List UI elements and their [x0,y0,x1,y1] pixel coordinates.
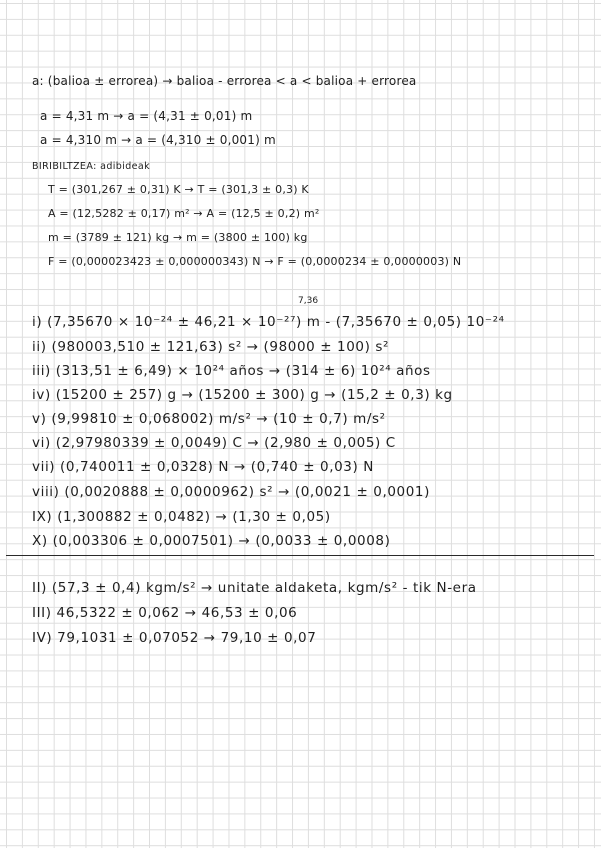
exercise-line: ii) (980003,510 ± 121,63) s² → (98000 ± 100) s² [32,339,390,355]
rounding-example: a = 4,310 m → a = (4,310 ± 0,001) m [40,133,276,147]
extra-line: IV) 79,1031 ± 0,07052 → 79,10 ± 0,07 [32,630,317,646]
exercise-line: vii) (0,740011 ± 0,0328) N → (0,740 ± 0,03) N [32,459,374,475]
rounding-example: a = 4,31 m → a = (4,31 ± 0,01) m [40,109,253,123]
definition-line: a: (balioa ± errorea) → balioa - errorea < a < balioa + errorea [32,74,417,88]
exercise-line: viii) (0,0020888 ± 0,0000962) s² → (0,0021 ± 0,0001) [32,484,430,500]
example-line: F = (0,000023423 ± 0,000000343) N → F = (0,0000234 ± 0,0000003) N [48,255,462,268]
section-title: BIRIBILTZEA: adibideak [32,161,151,172]
exercise-line: vi) (2,97980339 ± 0,0049) C → (2,980 ± 0,005) C [32,435,396,451]
divider [6,555,594,556]
example-line: A = (12,5282 ± 0,17) m² → A = (12,5 ± 0,2) m² [48,207,320,220]
correction-note: 7,36 [298,296,319,306]
exercise-line: IX) (1,300882 ± 0,0482) → (1,30 ± 0,05) [32,509,331,525]
extra-line: III) 46,5322 ± 0,062 → 46,53 ± 0,06 [32,605,298,621]
extra-line: II) (57,3 ± 0,4) kgm/s² → unitate aldaketa, kgm/s² - tik N-era [32,580,477,596]
example-line: T = (301,267 ± 0,31) K → T = (301,3 ± 0,3) K [48,183,309,196]
exercise-line: v) (9,99810 ± 0,068002) m/s² → (10 ± 0,7) m/s² [32,411,386,427]
example-line: m = (3789 ± 121) kg → m = (3800 ± 100) kg [48,231,308,244]
exercise-line: iii) (313,51 ± 6,49) × 10²⁴ años → (314 ± 6) 10²⁴ años [32,363,431,379]
exercise-line: X) (0,003306 ± 0,0007501) → (0,0033 ± 0,0008) [32,533,391,549]
exercise-line: i) (7,35670 × 10⁻²⁴ ± 46,21 × 10⁻²⁷) m - (7,35670 ± 0,05) 10⁻²⁴ [32,314,505,330]
exercise-line: iv) (15200 ± 257) g → (15200 ± 300) g → (15,2 ± 0,3) kg [32,387,453,403]
